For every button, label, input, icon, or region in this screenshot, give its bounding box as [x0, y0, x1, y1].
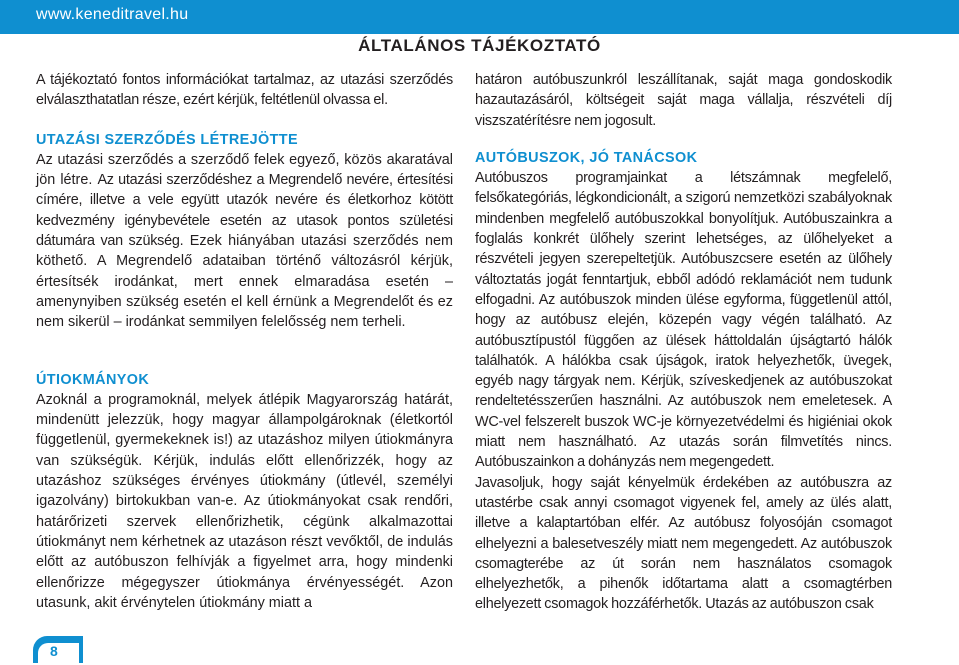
page-number-tab: [33, 636, 83, 663]
documents-sentence-2: Kérjük, indulás előtt ellenőrizzék, hogy az utazáshoz szükséges érvényes útiokmány (útlevél, személyi igazolvány) birtokukban van-e. Az útiokmányokat csak rendőri, határőrizeti szervek ellenőrizhetik, cégünk alkalmazottai útiokmányt nem kérhetnek az utazáson részt vevőktől, de indulás előtt az autóbuszon felhívják a figyelmet arra, hogy mindenki ellenőrizze mégegyszer útiokmánya érvényességét.: [36, 452, 453, 591]
contract-text: [36, 150, 453, 333]
documents-continuation: határon autóbuszunkról leszállítanak, saját maga gondoskodik hazautazásáról, költségeit saját maga vállalja, részvételi díj viszszatérítésre nem jogosult.: [475, 72, 892, 129]
buses-sentence-3: Autóbuszcsere esetén az ülőhely változtatás jogát fenntartjuk, ebből adódó reklamációt nem tudunk elfogadni.: [475, 251, 892, 308]
buses-sentence-5: Az autóbusztípustól függően az ülések háttoldalán újságtartó hálók találhatók. A hálókba csak újságok, iratok helyezhetők, üvegek, egyéb nagy tárgyak nem.: [475, 312, 892, 390]
contract-sentence-3: Ezek hiányában utazási szerződés nem köthető. A Megrendelő adataiban történő változásról kérjük, értesítsék irodánkat, mert ennek elmaradása esetén – amenynyiben szükség esetén el kell érnünk a Megrendelőt és ez nem sikerül – irodánkat semmilyen felelősség nem terheli.: [36, 233, 453, 331]
page-number-tab-inner: [38, 643, 79, 665]
buses-text: [475, 168, 892, 472]
section-heading-documents: ÚTIOKMÁNYOK: [36, 371, 150, 388]
buses-sentence-4: Az autóbuszok minden ülése egyforma, függetlenül attól, hogy az autóbusz elején, közepén vagy végén található.: [475, 291, 892, 329]
contract-sentence-2: Az utazási szerződéshez a Megrendelő nevére, értesítési címére, illetve a vele együtt utazók nevére és életkorhoz kötött kedvezmény igénybevétele esetén az utasok pontos születési dátumára van szükség.: [36, 172, 453, 250]
buses-advice: [475, 473, 892, 615]
left-column: [36, 70, 453, 613]
buses-sentence-1: Autóbuszos programjainkat a létszámnak megfelelő, felsőkategóriás, légkondicionált, a szigorú nemzetközi szabályoknak mindenben megfelelő autóbuszokkal bonyolítjuk.: [475, 170, 892, 227]
buses-sentence-7: Javasoljuk, hogy saját kényelmük érdekében az autóbuszra az utastérbe csak annyi csomagot vigyenek fel, amely az ülés alatt, illetve a kalaptartóban elfér.: [475, 474, 892, 532]
documents-sentence-3: Azon utasunk, akit érvénytelen útiokmány miatt a: [36, 574, 453, 611]
intro-paragraph: A tájékoztató fontos információkat tartalmaz, az utazási szerződés elválaszthatatlan része, ezért kérjük, feltétlenül olvassa el.: [36, 72, 453, 109]
buses-sentence-6: Kérjük, szíveskedjenek az autóbuszokat rendeltetésszerűen használni. Az autóbuszok nem emeletesek. A WC-vel felszerelt buszok WC-je környezetvédelmi és higiéniai okok miatt nem használható. Az utazás során filmvetítés nincs. Autóbuszainkon a dohányzás nem megengedett.: [475, 373, 892, 471]
buses-sentence-8: Az autóbusz folyosóján csomagot elhelyezni a balesetveszély miatt nem megengedett. Az autóbuszok csomagterébe az út során nem használatos csomagok elhelyezhetők, a pihenők időtartama alatt a csomagtérben elhelyezett csomagok hozzáférhetők. Utazás az autóbuszon csak: [475, 515, 892, 613]
document-title: ÁLTALÁNOS TÁJÉKOZTATÓ: [358, 36, 601, 55]
page-number: 8: [50, 643, 58, 659]
right-column: [475, 70, 892, 615]
top-bar: [0, 0, 959, 34]
contract-sentence-1: Az utazási szerződés a szerződő felek egyező, közös akaratával jön létre.: [36, 151, 453, 189]
website-url: www.keneditravel.hu: [36, 6, 189, 23]
documents-sentence-1: Azoknál a programoknál, melyek átlépik Magyarország határát, mindenütt jelezzük, hogy magyar állampolgároknak (életkortól függetlenül, gyermekeknek is!) az utazáshoz milyen útiokmányra van szükségük.: [36, 391, 453, 469]
section-heading-buses: AUTÓBUSZOK, JÓ TANÁCSOK: [475, 149, 698, 166]
section-heading-contract: UTAZÁSI SZERZŐDÉS LÉTREJÖTTE: [36, 131, 298, 148]
documents-text: [36, 390, 453, 613]
buses-sentence-2: Autóbuszainkra a foglalás konkrét ülőhely szerint lehetséges, az ülőhelyeket a részvételi jegyen szerepeltetjük.: [475, 210, 892, 268]
